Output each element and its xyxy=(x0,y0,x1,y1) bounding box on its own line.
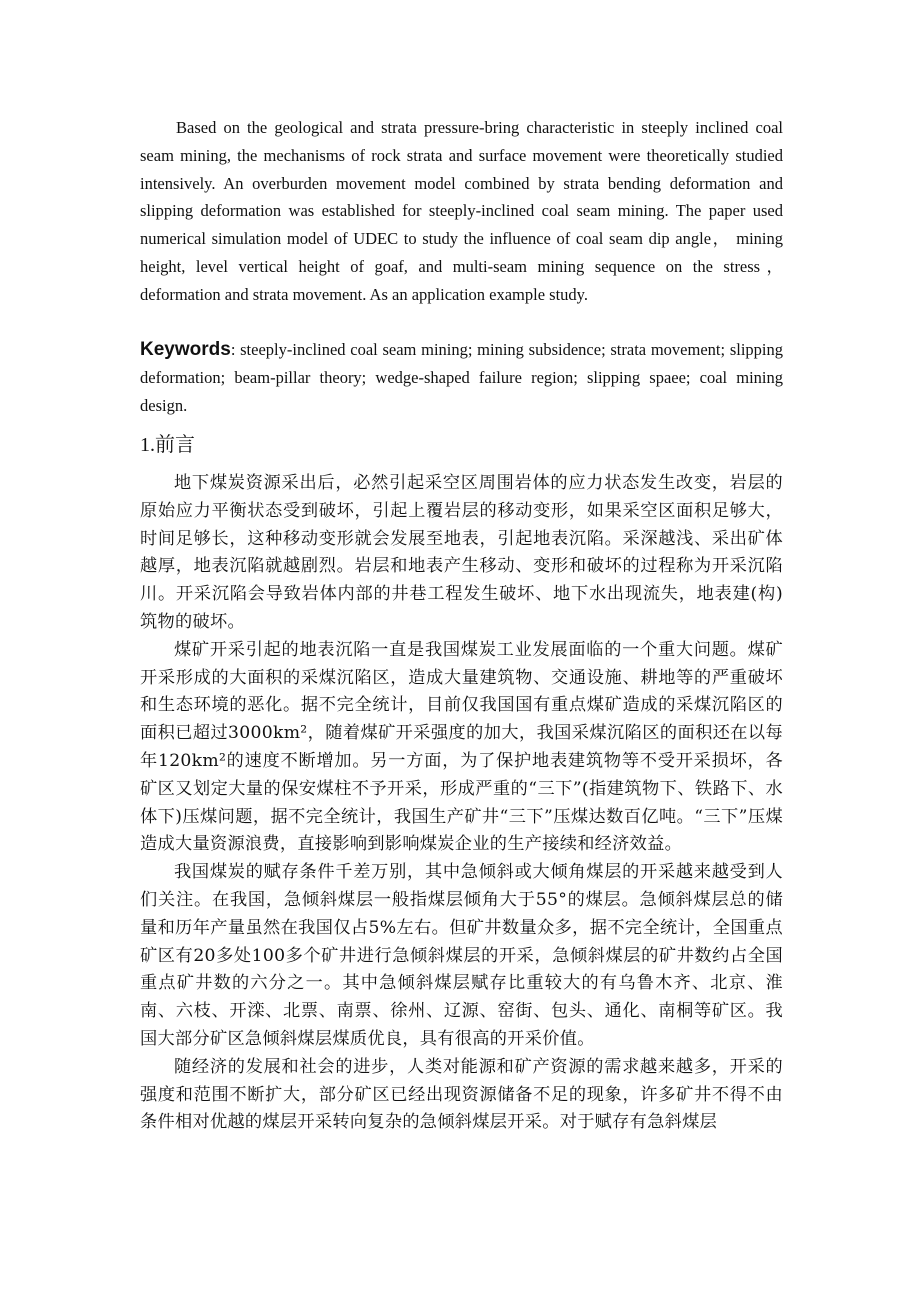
abstract-paragraph: Based on the geological and strata pressure-bring characteristic in steeply inclined coal seam mining, the mechanisms of rock strata and surface movement were theoretically studied intensively. An overburden movement model combined by strata bending deformation and slipping deformation was established for steeply-inclined coal seam mining. The paper used numerical simulation model of UDEC to study the influence of coal seam dip angle， mining height, level vertical height of goaf, and multi-seam mining sequence on the stress， deformation and strata movement. As an application example study. xyxy=(140,118,783,304)
section-body xyxy=(140,470,783,1137)
body-paragraph: 地下煤炭资源采出后，必然引起采空区周围岩体的应力状态发生改变，岩层的原始应力平衡状态受到破坏，引起上覆岩层的移动变形，如果采空区面积足够大，时间足够长，这种移动变形就会发展至地表，引起地表沉陷。采深越浅、采出矿体越厚，地表沉陷就越剧烈。岩层和地表产生移动、变形和破坏的过程称为开采沉陷川。开采沉陷会导致岩体内部的井巷工程发生破坏、地下水出现流失，地表建(构)筑物的破坏。 xyxy=(140,473,783,632)
section-heading: 1.前言 xyxy=(140,434,195,456)
keywords-label: Keywords xyxy=(140,339,231,360)
body-paragraph: 煤矿开采引起的地表沉陷一直是我国煤炭工业发展面临的一个重大问题。煤矿开采形成的大面积的采煤沉陷区，造成大量建筑物、交通设施、耕地等的严重破坏和生态环境的恶化。据不完全统计，目前仅我国国有重点煤矿造成的采煤沉陷区的面积已超过3000km²，随着煤矿开采强度的加大，我国采煤沉陷区的面积还在以每年120km²的速度不断增加。另一方面，为了保护地表建筑物等不受开采损坏，各矿区又划定大量的保安煤柱不予开采，形成严重的“三下”(指建筑物下、铁路下、水体下)压煤问题，据不完全统计，我国生产矿井“三下”压煤达数百亿吨。“三下”压煤造成大量资源浪费，直接影响到影响煤炭企业的生产接续和经济效益。 xyxy=(140,639,783,855)
keywords-paragraph xyxy=(140,336,783,419)
body-paragraph: 随经济的发展和社会的进步，人类对能源和矿产资源的需求越来越多，开采的强度和范围不断扩大，部分矿区已经出现资源储备不足的现象，许多矿井不得不由条件相对优越的煤层开采转向复杂的急倾斜煤层开采。对于赋存有急斜煤层 xyxy=(140,1056,783,1133)
keywords-text: : steeply-inclined coal seam mining; mining subsidence; strata movement; slipping deformation; beam-pillar theory; wedge-shaped failure region; slipping spaee; coal mining design. xyxy=(140,340,783,415)
body-paragraph: 我国煤炭的赋存条件千差万别，其中急倾斜或大倾角煤层的开采越来越受到人们关注。在我国，急倾斜煤层一般指煤层倾角大于55°的煤层。急倾斜煤层总的储量和历年产量虽然在我国仅占5%左右。但矿井数量众多，据不完全统计，全国重点矿区有20多处100多个矿井进行急倾斜煤层的开采，急倾斜煤层的矿井数约占全国重点矿井数的六分之一。其中急倾斜煤层赋存比重较大的有乌鲁木齐、北京、淮南、六枝、开滦、北票、南票、徐州、辽源、窑街、包头、通化、南桐等矿区。我国大部分矿区急倾斜煤层煤质优良，具有很高的开采价值。 xyxy=(140,862,783,1049)
